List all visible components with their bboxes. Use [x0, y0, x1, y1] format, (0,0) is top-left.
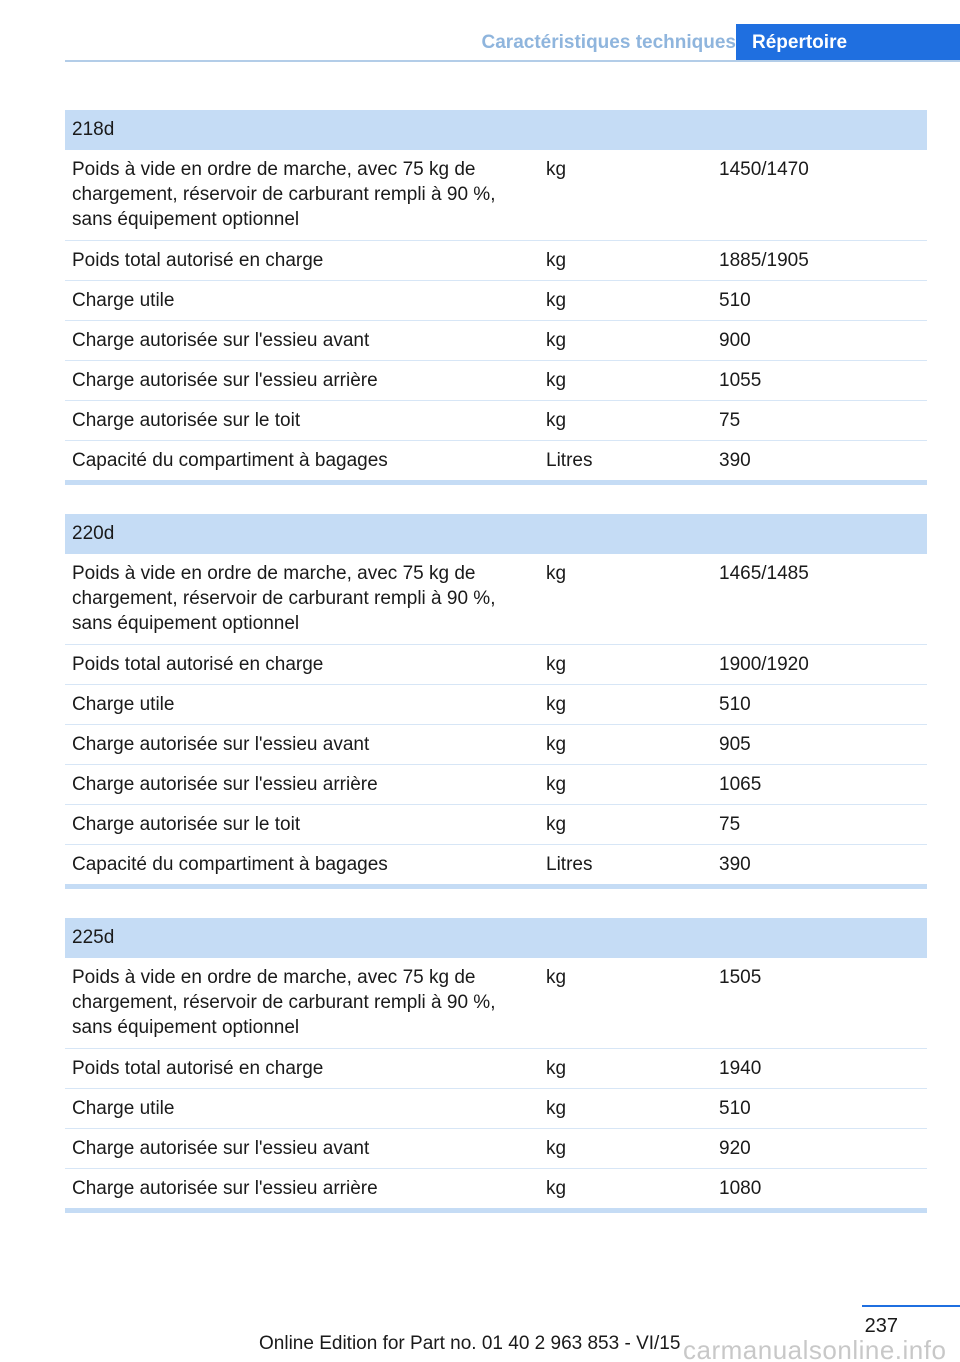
row-unit: kg [546, 694, 567, 715]
row-value: 1505 [719, 967, 762, 988]
row-label: Charge autorisée sur l'essieu avant [72, 1138, 370, 1159]
table-row [65, 765, 927, 805]
row-value: 1065 [719, 774, 762, 795]
row-unit: Litres [546, 854, 593, 875]
row-label: Capacité du compartiment à bagages [72, 854, 388, 875]
row-label: Charge autorisée sur le toit [72, 410, 301, 431]
spec-table-218d [65, 110, 927, 485]
row-unit: kg [546, 250, 567, 271]
table-row [65, 241, 927, 281]
table-row [65, 441, 927, 481]
table-row [65, 725, 927, 765]
row-label: Charge autorisée sur l'essieu avant [72, 734, 370, 755]
table-bottom-rule [65, 480, 927, 485]
table-row [65, 845, 927, 885]
row-unit: kg [546, 1098, 567, 1119]
header-section-title: Caractéristiques techniques [481, 32, 736, 53]
row-unit: kg [546, 774, 567, 795]
row-unit: kg [546, 1178, 567, 1199]
row-label: Charge autorisée sur le toit [72, 814, 301, 835]
row-unit: kg [546, 814, 567, 835]
row-value: 75 [719, 814, 741, 835]
row-label: Charge autorisée sur l'essieu arrière [72, 774, 378, 795]
table-row [65, 361, 927, 401]
row-value: 510 [719, 290, 751, 311]
table-row [65, 554, 927, 645]
row-label: Poids total autorisé en charge [72, 250, 324, 271]
header-divider [65, 60, 960, 62]
table-row [65, 1169, 927, 1209]
row-label: Poids à vide en ordre de marche, avec 75 kg de chargement, réservoir de carburant rempli à 90 %, sans équipement optionnel [72, 967, 496, 1038]
row-label: Poids à vide en ordre de marche, avec 75 kg de chargement, réservoir de carburant rempli à 90 %, sans équipement optionnel [72, 563, 496, 634]
row-unit: kg [546, 410, 567, 431]
row-unit: kg [546, 159, 567, 180]
table-row [65, 150, 927, 241]
spec-table-225d [65, 918, 927, 1213]
row-label: Poids total autorisé en charge [72, 1058, 324, 1079]
row-value: 1450/1470 [719, 159, 809, 180]
table-bottom-rule [65, 1208, 927, 1213]
table-row [65, 1129, 927, 1169]
row-unit: kg [546, 290, 567, 311]
row-label: Charge autorisée sur l'essieu avant [72, 330, 370, 351]
row-label: Charge utile [72, 694, 175, 715]
row-label: Charge autorisée sur l'essieu arrière [72, 1178, 378, 1199]
table-row [65, 321, 927, 361]
row-unit: kg [546, 734, 567, 755]
row-label: Charge utile [72, 1098, 175, 1119]
row-value: 1055 [719, 370, 762, 391]
table-row [65, 958, 927, 1049]
row-label: Poids total autorisé en charge [72, 654, 324, 675]
table-row [65, 281, 927, 321]
table-model-heading: 225d [65, 918, 927, 958]
row-unit: kg [546, 1058, 567, 1079]
row-label: Charge autorisée sur l'essieu arrière [72, 370, 378, 391]
table-row [65, 685, 927, 725]
row-value: 1080 [719, 1178, 762, 1199]
table-row [65, 401, 927, 441]
row-label: Charge utile [72, 290, 175, 311]
row-unit: Litres [546, 450, 593, 471]
row-value: 905 [719, 734, 751, 755]
row-label: Poids à vide en ordre de marche, avec 75 kg de chargement, réservoir de carburant rempli à 90 %, sans équipement optionnel [72, 159, 496, 230]
row-value: 1940 [719, 1058, 762, 1079]
table-row [65, 1089, 927, 1129]
row-value: 390 [719, 854, 751, 875]
row-value: 1900/1920 [719, 654, 809, 675]
watermark: carmanualsonline.info [683, 1335, 947, 1362]
row-value: 1465/1485 [719, 563, 809, 584]
row-value: 75 [719, 410, 741, 431]
table-row [65, 645, 927, 685]
row-unit: kg [546, 1138, 567, 1159]
row-value: 510 [719, 694, 751, 715]
row-value: 900 [719, 330, 751, 351]
page-header [65, 24, 960, 62]
row-value: 920 [719, 1138, 751, 1159]
footer-rule [862, 1305, 960, 1307]
header-tab-repertoire[interactable]: Répertoire [736, 24, 960, 62]
row-unit: kg [546, 330, 567, 351]
row-unit: kg [546, 370, 567, 391]
table-model-heading: 220d [65, 514, 927, 554]
row-value: 510 [719, 1098, 751, 1119]
table-bottom-rule [65, 884, 927, 889]
table-row [65, 805, 927, 845]
edition-note: Online Edition for Part no. 01 40 2 963 853 - VI/15 [259, 1333, 681, 1354]
row-unit: kg [546, 967, 567, 988]
row-unit: kg [546, 563, 567, 584]
table-row [65, 1049, 927, 1089]
row-value: 390 [719, 450, 751, 471]
row-label: Capacité du compartiment à bagages [72, 450, 388, 471]
table-model-heading: 218d [65, 110, 927, 150]
page-number: 237 [864, 1315, 898, 1337]
spec-table-220d [65, 514, 927, 889]
row-value: 1885/1905 [719, 250, 809, 271]
row-unit: kg [546, 654, 567, 675]
